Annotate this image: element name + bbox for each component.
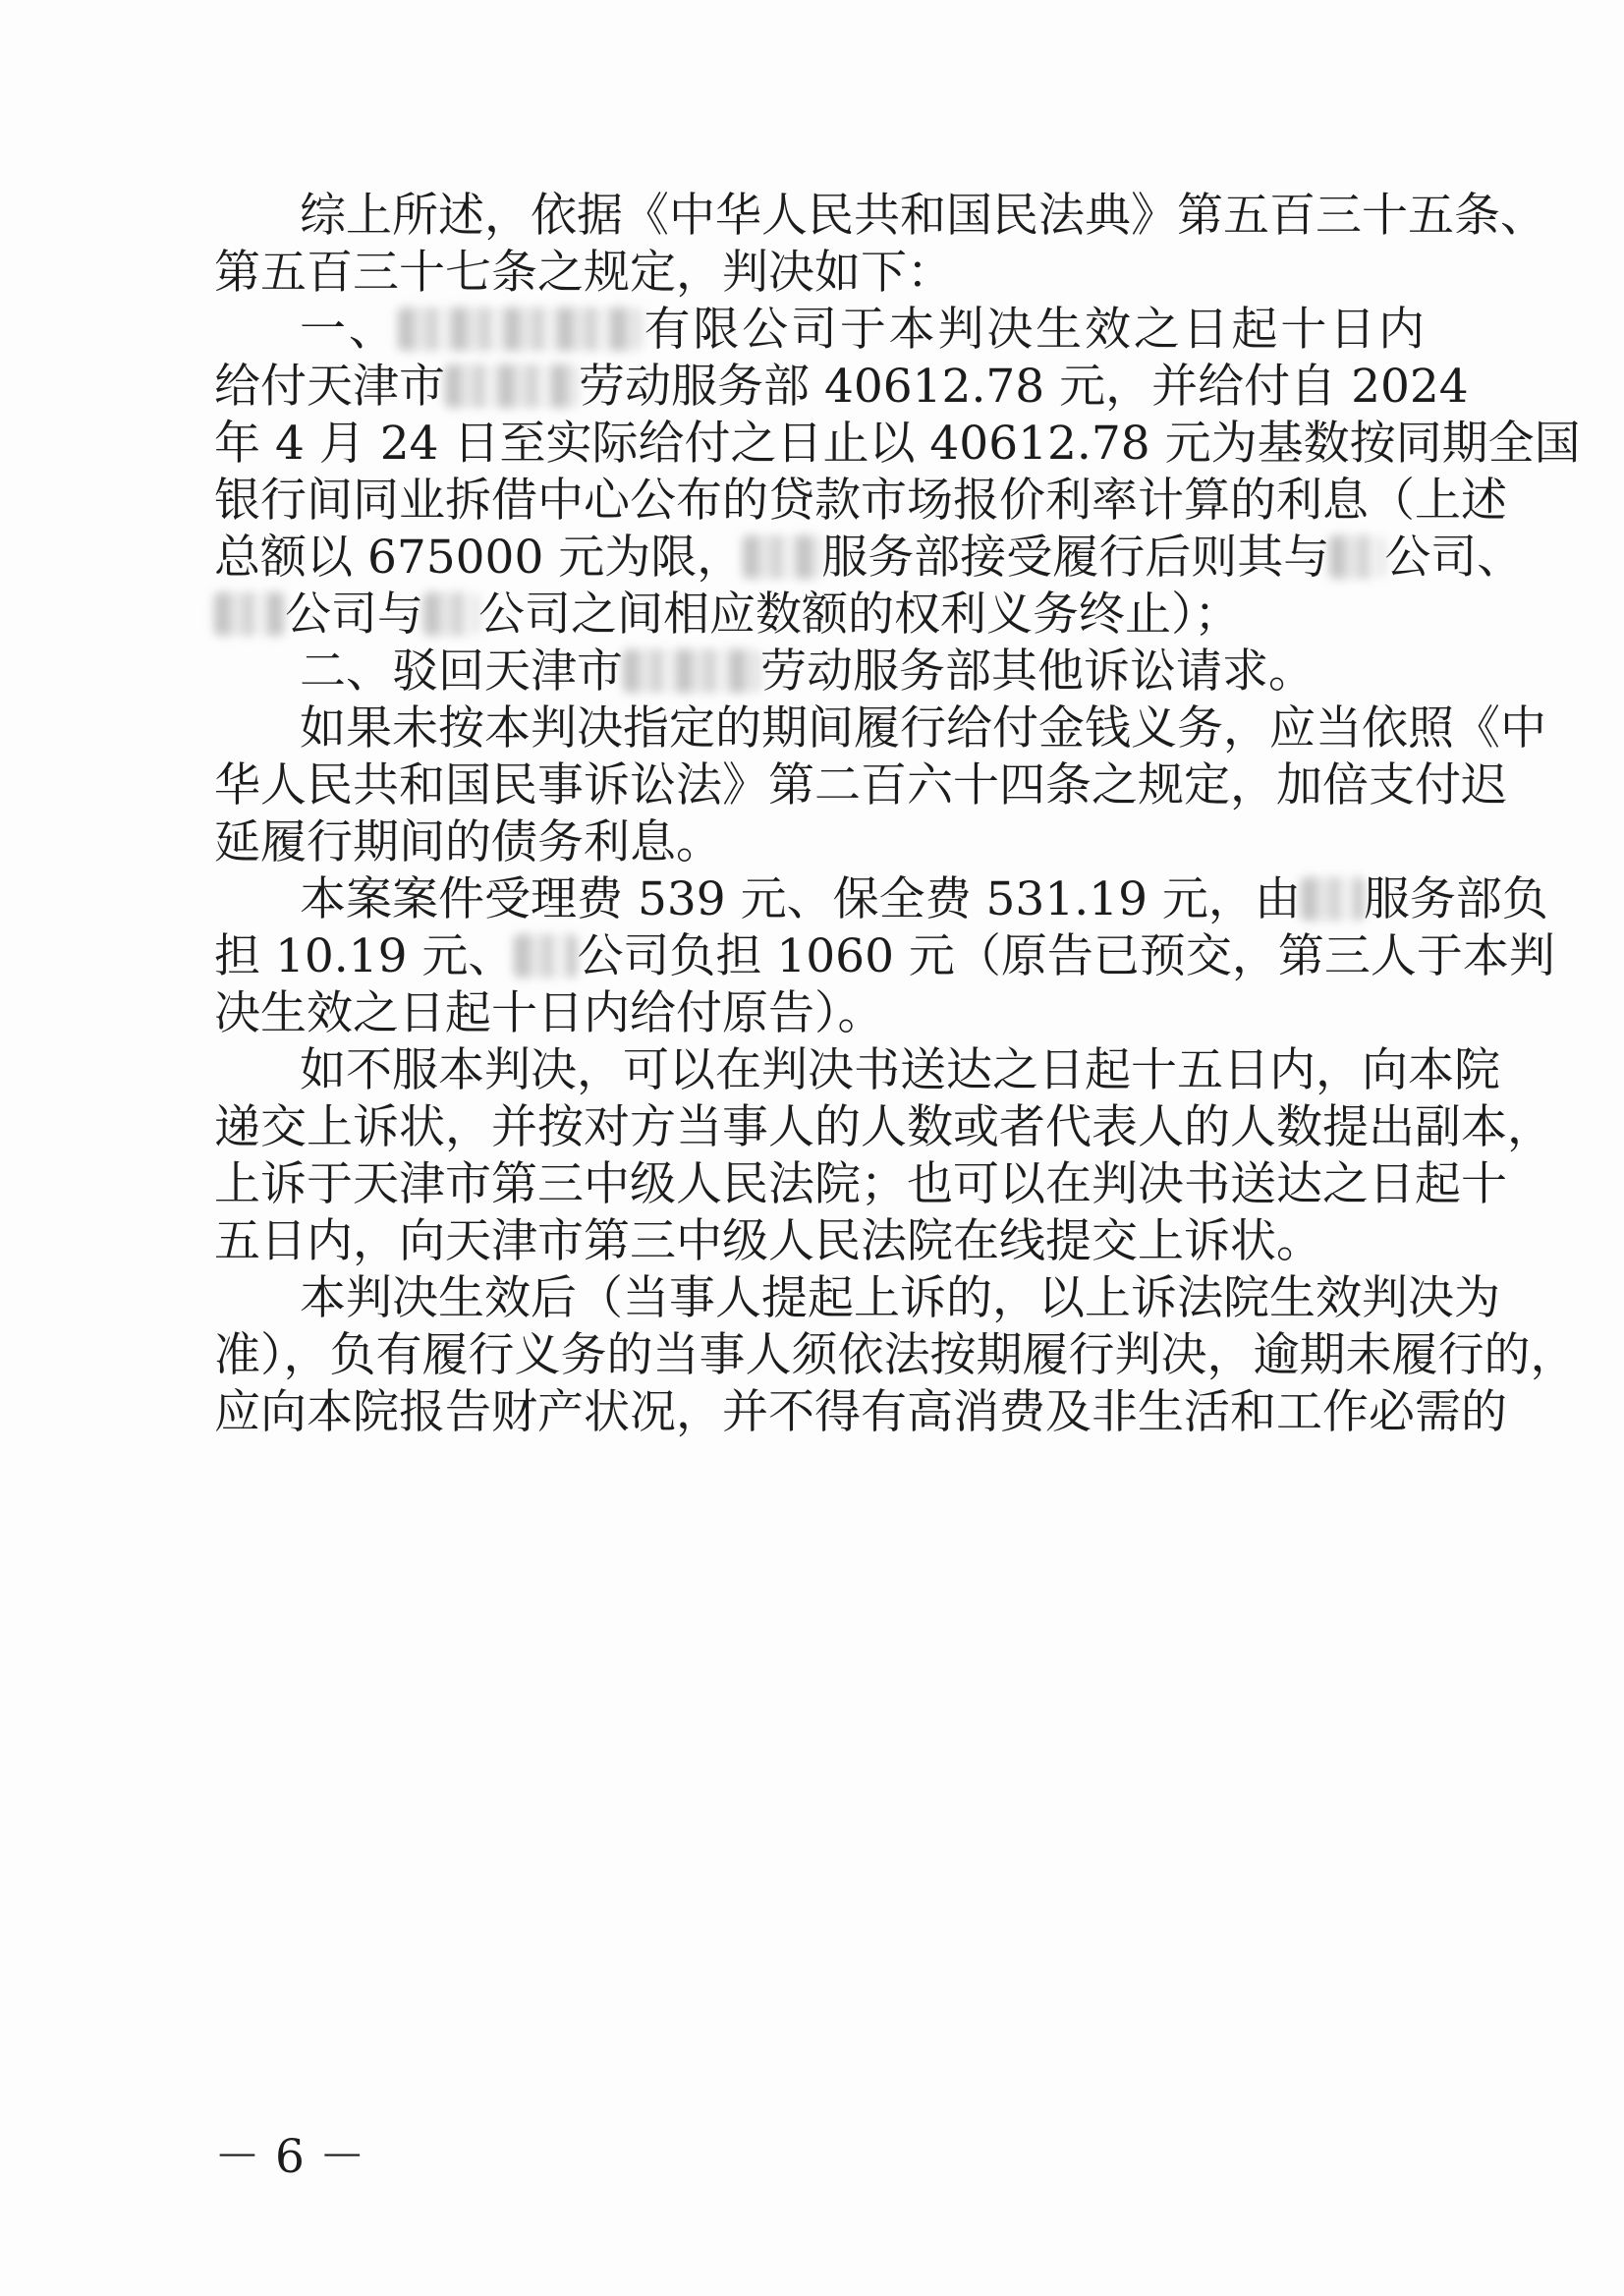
redacted-name [514,934,577,978]
text-line: 延履行期间的债务利息。 [214,815,722,869]
text-line: 五日内，向天津市第三中级人民法院在线提交上诉状。 [214,1214,1322,1268]
text-line: 华人民共和国民事诉讼法》第二百六十四条之规定，加倍支付迟 [214,758,1507,812]
redacted-name [1329,535,1384,579]
redacted-name [623,649,760,693]
text-line: 担 10.19 元、 公司负担 1060 元（原告已预交，第三人于本判 [214,929,1555,983]
text-line: 一、 有限公司于本判决生效之日起十日内 [300,303,1426,357]
text-line: 公司与 公司之间相应数额的权利义务终止）； [214,581,1425,649]
redacted-name [214,592,285,636]
text-line: 本案案件受理费 539 元、保全费 531.19 元，由 服务部负 [300,872,1548,926]
redacted-name [1301,877,1364,921]
redacted-name [423,592,478,636]
text-line: 递交上诉状，并按对方当事人的人数或者代表人的人数提出副本， [214,1100,1553,1154]
text-line: 决生效之日起十日内给付原告）。 [214,986,884,1040]
text-line: 如不服本判决，可以在判决书送达之日起十五日内，向本院 [300,1043,1500,1097]
redacted-name [743,535,821,579]
text-line: 综上所述，依据《中华人民共和国民法典》第五百三十五条、 [300,189,1546,243]
text-line: 准），负有履行义务的当事人须依法按期履行判决，逾期未履行的， [214,1328,1577,1382]
text-line: 第五百三十七条之规定，判决如下： [214,246,953,300]
redacted-company-name [398,308,642,351]
text-line: 上诉于天津市第三中级人民法院；也可以在判决书送达之日起十 [214,1157,1507,1211]
text-line: 银行间同业拆借中心公布的贷款市场报价利率计算的利息（上述 [214,474,1507,528]
text-line: 二、驳回天津市 劳动服务部其他诉讼请求。 [300,644,1315,699]
text-line: 年 4 月 24 日至实际给付之日止以 40612.78 元为基数按同期全国 [214,417,1581,471]
text-line: 如果未按本判决指定的期间履行给付金钱义务，应当依照《中 [300,701,1546,756]
text-line: 总额以 675000 元为限， 服务部接受履行后则其与 公司、 [214,531,1524,585]
text-line: 应向本院报告财产状况，并不得有高消费及非生活和工作必需的 [214,1385,1507,1439]
redacted-name [445,364,579,408]
text-line: 给付天津市 劳动服务部 40612.78 元，并给付自 2024 [214,360,1469,414]
text-line: 本判决生效后（当事人提起上诉的，以上诉法院生效判决为 [300,1271,1500,1325]
page-number: － 6 － [214,2130,365,2184]
